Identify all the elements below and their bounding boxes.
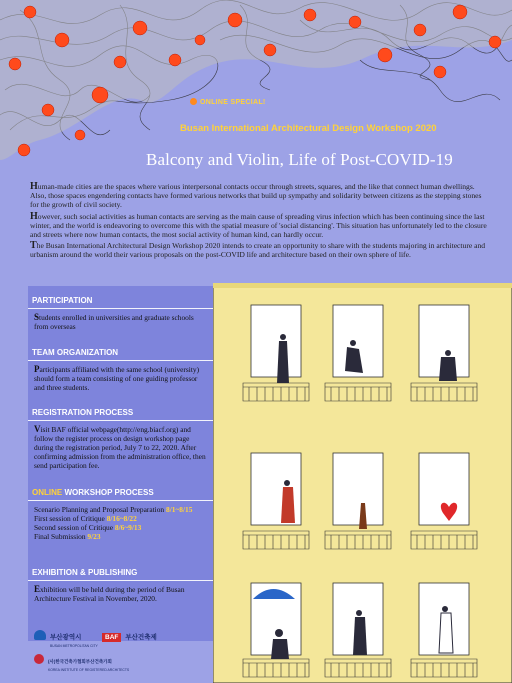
- exhibition-body: Exhibition will be held during the period of Busan Architecture Festival in November, 2020.: [34, 584, 185, 603]
- sponsor-logos: [30, 620, 210, 680]
- workshop-section: [28, 486, 213, 541]
- workshop-subtitle: Busan International Architectural Design Workshop 2020: [180, 123, 437, 134]
- workshop-step: Final Submission 9/23: [34, 532, 101, 541]
- workshop-step: Scenario Planning and Proposal Preparation 8/1~8/15: [34, 505, 193, 514]
- divider: [28, 500, 213, 501]
- baf-logo: BAF 부산건축제: [102, 626, 157, 644]
- workshop-title: ONLINE WORKSHOP PROCESS: [32, 488, 154, 497]
- busan-city-logo: 부산광역시 BUSAN METROPOLITAN CITY: [34, 626, 98, 648]
- registration-body: Visit BAF official webpage(http://eng.biacf.org) and follow the register process on design workshop page during the registration period, July 7 to 22, 2020. After confirming admission from the administration office, then send participation fee.: [34, 424, 206, 470]
- intro-paragraph-2: However, such social activities as human contacts are serving as the main cause of spreading virus infection which has been continuing since the last winter, and the world is endeavoring to overcome this with the spatial measure of 'social distancing'. This situation has unfortunately led to the closure and streets where now human contacts, the most social activity of human kind, can hardly occur.: [30, 210, 487, 240]
- intro-text: [30, 182, 490, 262]
- participation-body: Students enrolled in universities and graduate schools from overseas: [34, 312, 194, 331]
- divider: [28, 580, 213, 581]
- intro-paragraph-3: The Busan International Architectural Design Workshop 2020 intends to create an opportunity to share with the students majoring in architecture and urbanism around the world their various proposals on the post-COVID life and architecture based on their own sphere of life.: [30, 240, 486, 260]
- kira-logo: (사)한국건축가협회부산건축가회 KOREA INSTITUTE OF REGISTERED ARCHITECTS: [34, 650, 129, 672]
- wifi-icon: [190, 98, 197, 105]
- page-title: Balcony and Violin, Life of Post-COVID-19: [146, 150, 453, 169]
- building-illustration: [213, 283, 512, 683]
- team-body: Participants affiliated with the same school (university) should form a team consisting of one guiding professor and three students.: [34, 364, 200, 392]
- info-column: [28, 286, 213, 641]
- team-section: [28, 346, 213, 392]
- exhibition-title: EXHIBITION & PUBLISHING: [32, 568, 138, 577]
- team-title: TEAM ORGANIZATION: [32, 348, 119, 357]
- kira-emblem-icon: [34, 654, 44, 664]
- registration-section: [28, 406, 213, 470]
- divider: [28, 420, 213, 421]
- online-special-badge: ONLINE SPECIAL!: [190, 98, 266, 106]
- busan-city-emblem-icon: [34, 630, 46, 640]
- intro-paragraph-1: Human-made cities are the spaces where various interpersonal contacts occur through streets, squares, and the like that connect human dwellings. Also, those spaces engendering contacts have formed various networks that build up sympathy and solidarity between citizens as the stepping stones for the growth of civil society.: [30, 181, 482, 210]
- header-scribble-art: [0, 0, 512, 160]
- workshop-step: Second session of Critique 8/6~9/13: [34, 523, 142, 532]
- divider: [28, 308, 213, 309]
- divider: [28, 360, 213, 361]
- workshop-step: First session of Critique 8/16~8/22: [34, 514, 137, 523]
- registration-title: REGISTRATION PROCESS: [32, 408, 134, 417]
- participation-section: [28, 294, 213, 331]
- exhibition-section: [28, 566, 213, 603]
- participation-title: PARTICIPATION: [32, 296, 93, 305]
